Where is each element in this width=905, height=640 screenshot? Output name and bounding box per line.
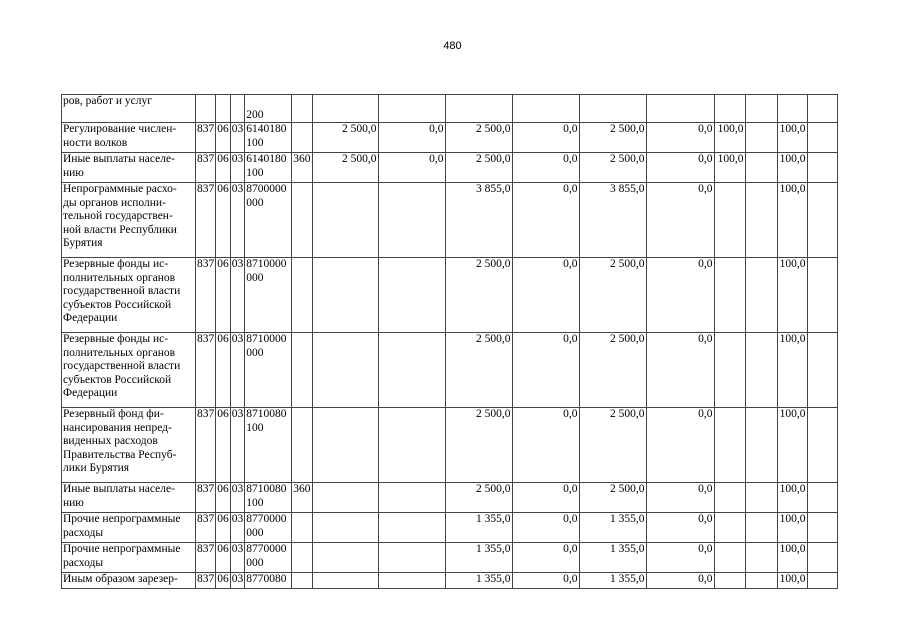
- cell-v4: 0,0: [512, 573, 579, 589]
- cell-v2: [378, 483, 445, 513]
- table-row: [62, 408, 838, 483]
- cell-rz: 06: [216, 573, 231, 589]
- cell-v5: 3 855,0: [579, 183, 646, 258]
- cell-vr: [292, 408, 312, 483]
- cell-ved: 837: [196, 573, 216, 589]
- cell-vr: 360: [292, 483, 312, 513]
- cell-csr: 8770000 000: [245, 513, 292, 543]
- cell-v5: [579, 95, 646, 123]
- cell-csr: 8710080 100: [245, 408, 292, 483]
- cell-p1: [714, 258, 745, 333]
- cell-rz: 06: [216, 333, 231, 408]
- cell-v5: 2 500,0: [579, 483, 646, 513]
- cell-p1: 100,0: [714, 123, 745, 153]
- cell-p3: 100,0: [777, 183, 807, 258]
- cell-p1: [714, 573, 745, 589]
- cell-p2: [745, 483, 777, 513]
- cell-v3: 2 500,0: [445, 258, 512, 333]
- cell-pr: 03: [230, 408, 245, 483]
- cell-csr: 8710000 000: [245, 333, 292, 408]
- cell-p3: 100,0: [777, 333, 807, 408]
- cell-v2: [378, 183, 445, 258]
- cell-name: Иные выплаты населе- нию: [62, 153, 196, 183]
- cell-p3: 100,0: [777, 153, 807, 183]
- cell-v4: 0,0: [512, 258, 579, 333]
- cell-rz: 06: [216, 153, 231, 183]
- cell-v3: 1 355,0: [445, 513, 512, 543]
- cell-v5: 2 500,0: [579, 123, 646, 153]
- cell-v2: 0,0: [378, 153, 445, 183]
- cell-v3: 1 355,0: [445, 573, 512, 589]
- cell-pr: 03: [230, 123, 245, 153]
- cell-v2: [378, 408, 445, 483]
- cell-p3: 100,0: [777, 543, 807, 573]
- cell-pr: [230, 95, 245, 123]
- cell-vr: [292, 123, 312, 153]
- cell-p3: [777, 95, 807, 123]
- cell-rz: 06: [216, 408, 231, 483]
- cell-v3: 2 500,0: [445, 408, 512, 483]
- cell-name: Иные выплаты населе- нию: [62, 483, 196, 513]
- cell-csr: 8770000 000: [245, 543, 292, 573]
- cell-blank: [807, 258, 837, 333]
- cell-blank: [807, 153, 837, 183]
- cell-p3: 100,0: [777, 573, 807, 589]
- cell-v5: 2 500,0: [579, 333, 646, 408]
- cell-rz: 06: [216, 513, 231, 543]
- cell-v3: 1 355,0: [445, 543, 512, 573]
- cell-v4: 0,0: [512, 333, 579, 408]
- cell-blank: [807, 333, 837, 408]
- cell-p1: [714, 408, 745, 483]
- cell-v5: 1 355,0: [579, 573, 646, 589]
- cell-v3: [445, 95, 512, 123]
- cell-p1: [714, 513, 745, 543]
- cell-v1: 2 500,0: [312, 123, 378, 153]
- cell-rz: 06: [216, 183, 231, 258]
- cell-rz: 06: [216, 483, 231, 513]
- cell-name: ров, работ и услуг: [62, 95, 196, 123]
- table-row: [62, 183, 838, 258]
- cell-v3: 3 855,0: [445, 183, 512, 258]
- table-row: [62, 95, 838, 123]
- cell-v4: 0,0: [512, 513, 579, 543]
- cell-csr: 8710080 100: [245, 483, 292, 513]
- cell-v5: 2 500,0: [579, 153, 646, 183]
- cell-v6: 0,0: [646, 333, 714, 408]
- table-row: [62, 513, 838, 543]
- cell-v2: [378, 258, 445, 333]
- cell-v1: [312, 183, 378, 258]
- cell-v6: 0,0: [646, 408, 714, 483]
- cell-p2: [745, 573, 777, 589]
- cell-v3: 2 500,0: [445, 153, 512, 183]
- cell-blank: [807, 123, 837, 153]
- cell-pr: 03: [230, 543, 245, 573]
- cell-vr: [292, 258, 312, 333]
- cell-v2: [378, 95, 445, 123]
- cell-pr: 03: [230, 153, 245, 183]
- cell-p3: 100,0: [777, 123, 807, 153]
- cell-p3: 100,0: [777, 513, 807, 543]
- cell-v4: 0,0: [512, 123, 579, 153]
- cell-v1: [312, 573, 378, 589]
- cell-vr: 360: [292, 153, 312, 183]
- cell-v2: [378, 333, 445, 408]
- cell-v6: 0,0: [646, 183, 714, 258]
- cell-v2: [378, 543, 445, 573]
- cell-ved: 837: [196, 333, 216, 408]
- cell-vr: [292, 513, 312, 543]
- cell-blank: [807, 543, 837, 573]
- page-number: 480: [443, 40, 462, 52]
- cell-v4: 0,0: [512, 543, 579, 573]
- cell-p1: [714, 183, 745, 258]
- cell-pr: 03: [230, 513, 245, 543]
- cell-vr: [292, 333, 312, 408]
- table-row: [62, 573, 838, 589]
- cell-v1: [312, 95, 378, 123]
- cell-v1: [312, 408, 378, 483]
- cell-p1: [714, 483, 745, 513]
- cell-p2: [745, 408, 777, 483]
- cell-ved: 837: [196, 123, 216, 153]
- cell-blank: [807, 573, 837, 589]
- cell-p3: 100,0: [777, 408, 807, 483]
- cell-pr: 03: [230, 183, 245, 258]
- table-row: [62, 483, 838, 513]
- cell-p1: [714, 333, 745, 408]
- table-row: [62, 123, 838, 153]
- cell-v2: 0,0: [378, 123, 445, 153]
- cell-blank: [807, 513, 837, 543]
- cell-v4: 0,0: [512, 153, 579, 183]
- cell-ved: 837: [196, 543, 216, 573]
- cell-v5: 2 500,0: [579, 258, 646, 333]
- cell-rz: 06: [216, 258, 231, 333]
- cell-p2: [745, 95, 777, 123]
- cell-blank: [807, 95, 837, 123]
- cell-ved: 837: [196, 183, 216, 258]
- cell-v6: [646, 95, 714, 123]
- cell-name: Прочие непрограммные расходы: [62, 543, 196, 573]
- cell-pr: 03: [230, 483, 245, 513]
- cell-rz: [216, 95, 231, 123]
- cell-vr: [292, 183, 312, 258]
- cell-v4: [512, 95, 579, 123]
- cell-csr: 200: [245, 95, 292, 123]
- cell-csr: 6140180 100: [245, 153, 292, 183]
- cell-v4: 0,0: [512, 183, 579, 258]
- cell-p3: 100,0: [777, 483, 807, 513]
- cell-name: Иным образом зарезер-: [62, 573, 196, 589]
- cell-name: Непрограммные расхо- ды органов исполни- тельной государствен- ной власти Республики Бурятия: [62, 183, 196, 258]
- cell-csr: 8710000 000: [245, 258, 292, 333]
- cell-v6: 0,0: [646, 483, 714, 513]
- cell-v4: 0,0: [512, 408, 579, 483]
- cell-pr: 03: [230, 573, 245, 589]
- cell-v1: [312, 543, 378, 573]
- cell-v6: 0,0: [646, 258, 714, 333]
- cell-p1: 100,0: [714, 153, 745, 183]
- cell-v5: 1 355,0: [579, 543, 646, 573]
- cell-name: Резервный фонд фи- нансирования непред- виденных расходов Правительства Респуб- лики Бурятия: [62, 408, 196, 483]
- cell-vr: [292, 95, 312, 123]
- cell-pr: 03: [230, 258, 245, 333]
- cell-v6: 0,0: [646, 543, 714, 573]
- cell-p2: [745, 333, 777, 408]
- cell-p2: [745, 513, 777, 543]
- cell-blank: [807, 408, 837, 483]
- cell-p2: [745, 543, 777, 573]
- cell-ved: 837: [196, 483, 216, 513]
- cell-v1: 2 500,0: [312, 153, 378, 183]
- cell-csr: 6140180 100: [245, 123, 292, 153]
- cell-ved: 837: [196, 153, 216, 183]
- cell-p2: [745, 258, 777, 333]
- table-row: [62, 333, 838, 408]
- cell-blank: [807, 183, 837, 258]
- cell-p3: 100,0: [777, 258, 807, 333]
- cell-v1: [312, 258, 378, 333]
- cell-p2: [745, 183, 777, 258]
- cell-csr: 8770080: [245, 573, 292, 589]
- budget-table: [61, 94, 838, 589]
- table-row: [62, 258, 838, 333]
- table-row: [62, 543, 838, 573]
- cell-v1: [312, 333, 378, 408]
- cell-vr: [292, 573, 312, 589]
- cell-name: Резервные фонды ис- полнительных органов государственной власти субъектов Российской Федерации: [62, 258, 196, 333]
- cell-p1: [714, 543, 745, 573]
- cell-v1: [312, 483, 378, 513]
- cell-name: Резервные фонды ис- полнительных органов государственной власти субъектов Российской Федерации: [62, 333, 196, 408]
- cell-name: Регулирование числен- ности волков: [62, 123, 196, 153]
- cell-ved: 837: [196, 513, 216, 543]
- cell-ved: 837: [196, 408, 216, 483]
- cell-v5: 1 355,0: [579, 513, 646, 543]
- cell-v6: 0,0: [646, 573, 714, 589]
- cell-csr: 8700000 000: [245, 183, 292, 258]
- cell-vr: [292, 543, 312, 573]
- table-row: [62, 153, 838, 183]
- cell-v6: 0,0: [646, 123, 714, 153]
- cell-v6: 0,0: [646, 153, 714, 183]
- cell-pr: 03: [230, 333, 245, 408]
- cell-v3: 2 500,0: [445, 333, 512, 408]
- cell-blank: [807, 483, 837, 513]
- cell-v5: 2 500,0: [579, 408, 646, 483]
- cell-p1: [714, 95, 745, 123]
- cell-v3: 2 500,0: [445, 123, 512, 153]
- cell-rz: 06: [216, 543, 231, 573]
- cell-rz: 06: [216, 123, 231, 153]
- cell-v2: [378, 573, 445, 589]
- cell-v6: 0,0: [646, 513, 714, 543]
- cell-v1: [312, 513, 378, 543]
- cell-v2: [378, 513, 445, 543]
- cell-ved: [196, 95, 216, 123]
- cell-name: Прочие непрограммные расходы: [62, 513, 196, 543]
- cell-ved: 837: [196, 258, 216, 333]
- cell-v4: 0,0: [512, 483, 579, 513]
- cell-v3: 2 500,0: [445, 483, 512, 513]
- cell-p2: [745, 123, 777, 153]
- cell-p2: [745, 153, 777, 183]
